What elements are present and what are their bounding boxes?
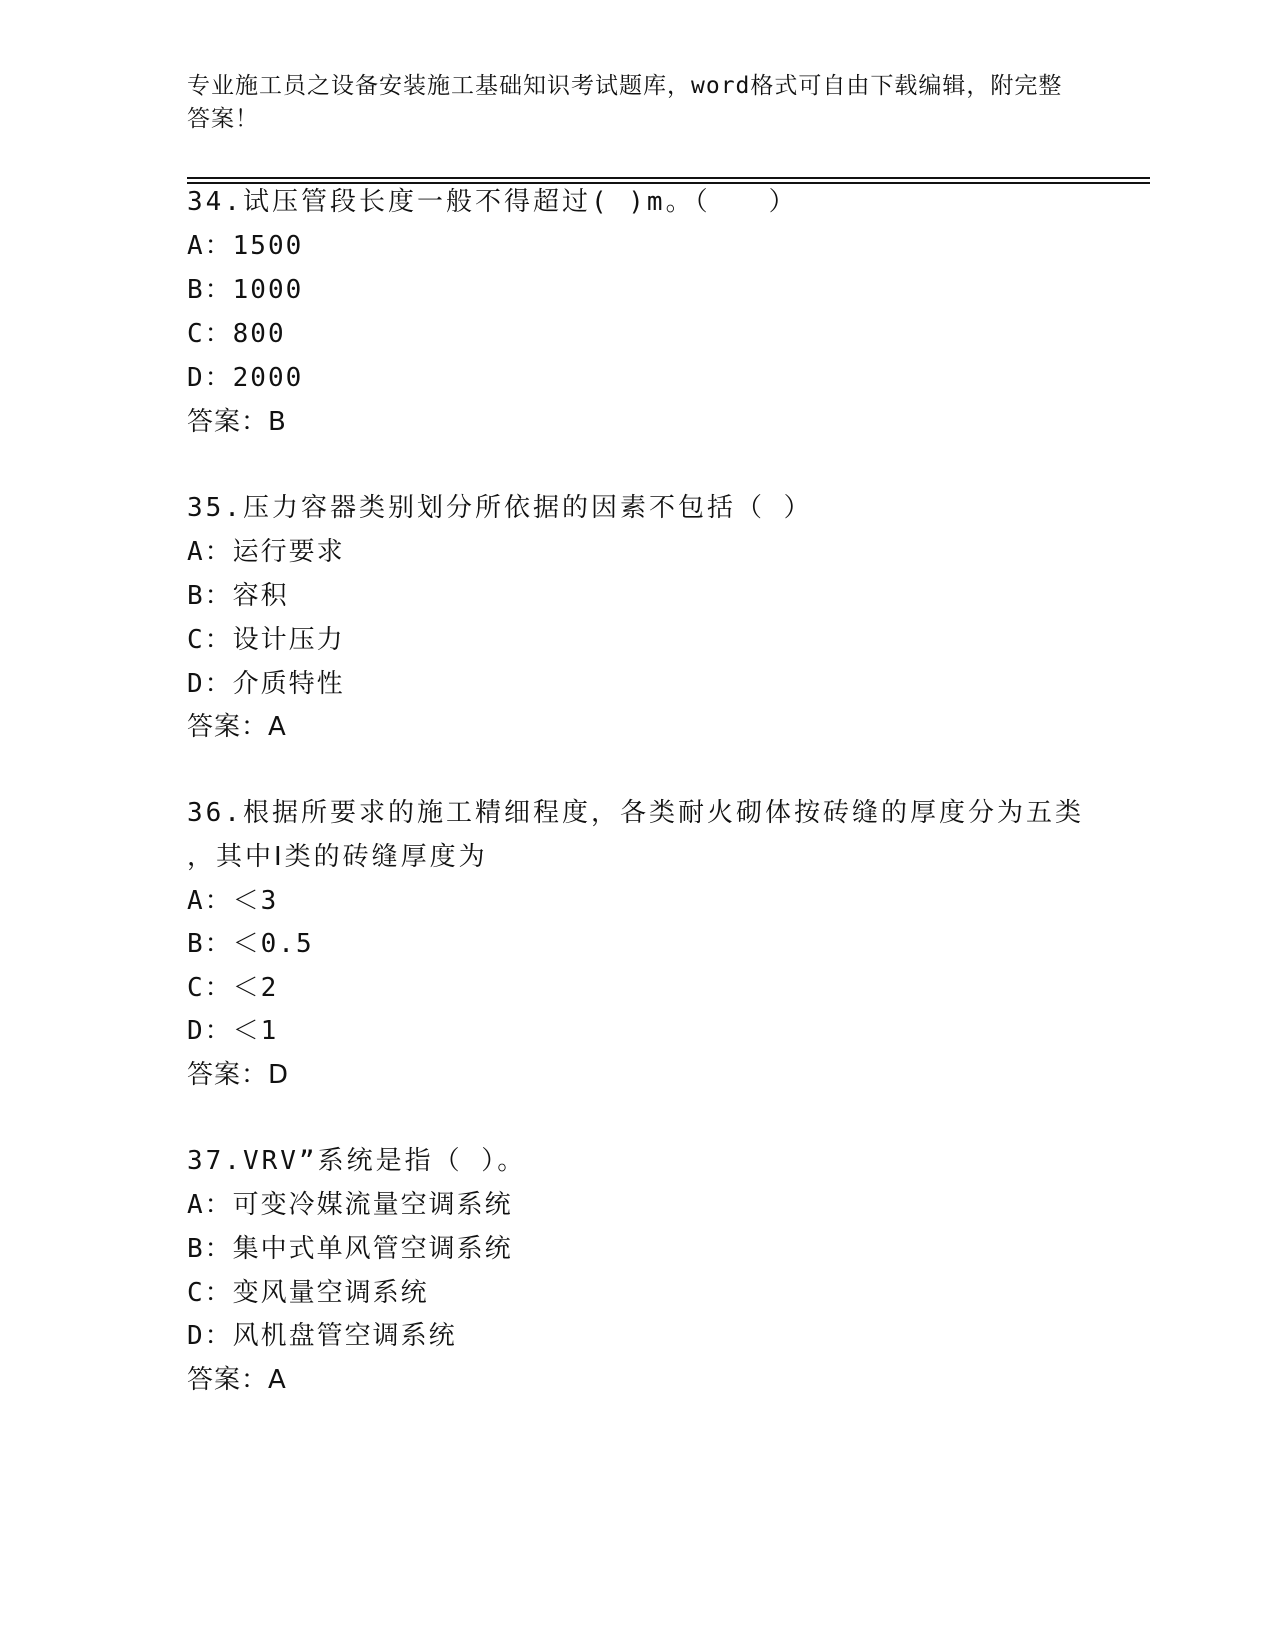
question-36-option-d: D：＜1	[187, 1016, 279, 1046]
question-35-option-d: D：介质特性	[187, 669, 345, 699]
question-37-stem: 37.VRV”系统是指（ ）。	[187, 1146, 527, 1176]
question-36-answer: 答案：D	[187, 1060, 290, 1090]
question-34-stem: 34.试压管段长度一般不得超过( )m。（ ）	[187, 187, 798, 217]
question-37-answer: 答案：A	[187, 1365, 287, 1395]
header-rule-top	[187, 177, 1150, 179]
question-35-option-b: B：容积	[187, 581, 289, 611]
question-35-answer: 答案：A	[187, 712, 287, 742]
header-rule-bottom	[187, 182, 1150, 184]
question-34-option-c: C：800	[187, 319, 286, 349]
question-35-stem: 35.压力容器类别划分所依据的因素不包括（ ）	[187, 493, 813, 523]
question-34-option-d: D：2000	[187, 363, 304, 393]
question-36-option-b: B：＜0.5	[187, 929, 314, 959]
question-36-stem-line-2: ，其中Ⅰ类的砖缝厚度为	[187, 842, 488, 872]
document-header: 专业施工员之设备安装施工基础知识考试题库，word格式可自由下载编辑，附完整答案！	[187, 73, 1063, 132]
question-37-option-d: D：风机盘管空调系统	[187, 1321, 457, 1351]
question-36-stem-line-1: 36.根据所要求的施工精细程度，各类耐火砌体按砖缝的厚度分为五类	[187, 798, 1084, 828]
question-37-option-a: A：可变冷媒流量空调系统	[187, 1190, 513, 1220]
question-37-option-b: B：集中式单风管空调系统	[187, 1234, 513, 1264]
question-37-option-c: C：变风量空调系统	[187, 1278, 429, 1308]
question-36-option-c: C：＜2	[187, 973, 279, 1003]
question-35-option-a: A：运行要求	[187, 537, 345, 567]
question-35-option-c: C：设计压力	[187, 625, 345, 655]
question-34-answer: 答案：B	[187, 407, 287, 437]
question-34-option-b: B：1000	[187, 275, 304, 305]
question-36-option-a: A：＜3	[187, 886, 279, 916]
question-34-option-a: A：1500	[187, 231, 304, 261]
